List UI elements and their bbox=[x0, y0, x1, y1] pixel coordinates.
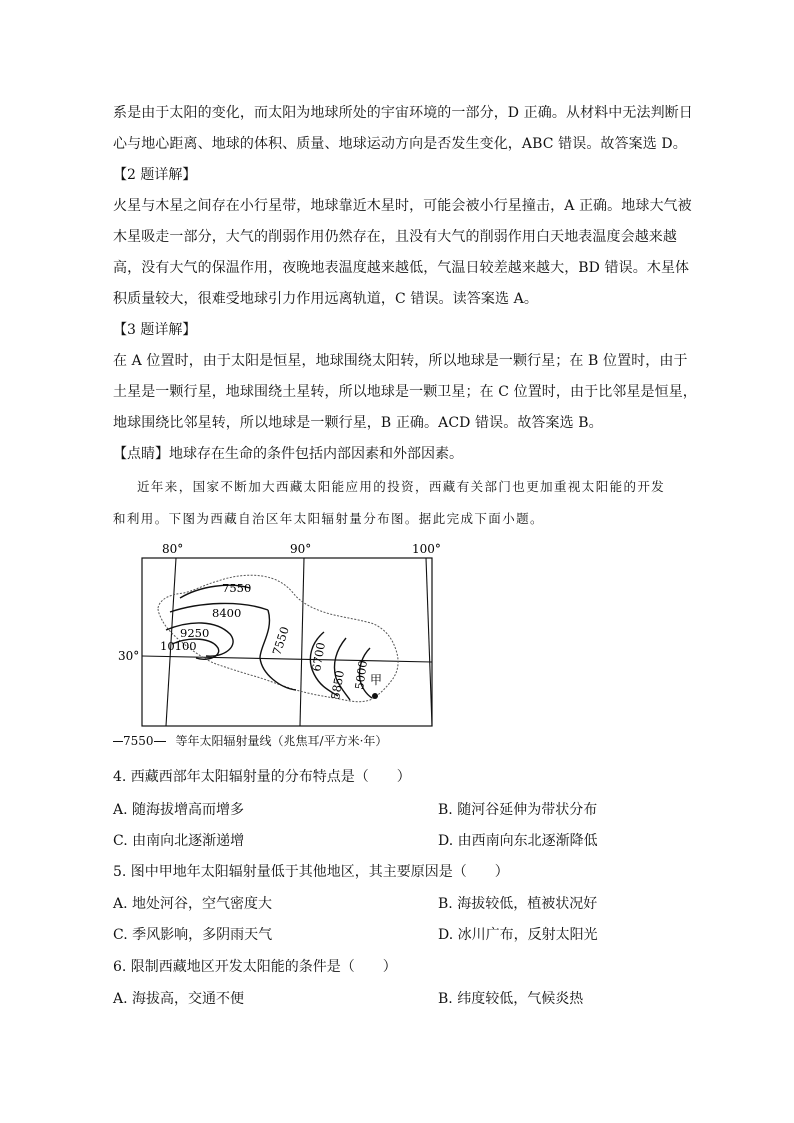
text-line: 积质量较大，很难受地球引力作用远离轨道，C 错误。读答案选 A。 bbox=[113, 291, 538, 307]
meridian-90 bbox=[300, 558, 304, 726]
question-4-option-b[interactable]: B. 随河谷延伸为带状分布 bbox=[438, 802, 598, 818]
question-4-option-d[interactable]: D. 由西南向东北逐渐降低 bbox=[438, 833, 598, 849]
dianjing-note: 【点睛】地球存在生命的条件包括内部因素和外部因素。 bbox=[113, 446, 463, 462]
contour-label: 6700 bbox=[309, 641, 329, 673]
contour-label: 9250 bbox=[180, 626, 210, 640]
meridian-100 bbox=[426, 558, 432, 726]
text-line: 近年来，国家不断加大西藏太阳能应用的投资，西藏有关部门也更加重视太阳能的开发 bbox=[137, 479, 666, 494]
text-line: 火星与木星之间存在小行星带，地球靠近木星时，可能会被小行星撞击，A 正确。地球大气被 bbox=[113, 198, 692, 214]
answer-paragraph-3 bbox=[113, 346, 697, 439]
text-line: 系是由于太阳的变化，而太阳为地球所处的宇宙环境的一部分，D 正确。从材料中无法判断日 bbox=[113, 105, 693, 121]
contour-label: 7550 bbox=[222, 581, 252, 595]
answer-paragraph-2 bbox=[113, 191, 692, 315]
question-4-stem: 4. 西藏西部年太阳辐射量的分布特点是（ ） bbox=[113, 769, 411, 785]
text-line: 木星吸走一部分，大气的削弱作用仍然存在，且没有大气的削弱作用白天地表温度会越来越 bbox=[113, 229, 677, 245]
tibet-solar-radiation-map bbox=[110, 538, 450, 733]
lon-label-100: 100° bbox=[412, 542, 441, 556]
contour-label: 5000 bbox=[352, 659, 371, 691]
material-paragraph bbox=[113, 471, 688, 535]
text-line: 土星是一颗行星，地球围绕土星转，所以地球是一颗卫星；在 C 位置时，由于比邻星是恒星， bbox=[113, 384, 697, 400]
question-6-option-b[interactable]: B. 纬度较低，气候炎热 bbox=[438, 991, 584, 1007]
question-6-option-a[interactable]: A. 海拔高，交通不便 bbox=[113, 991, 245, 1007]
legend-text: 等年太阳辐射量线（兆焦耳/平方米·年） bbox=[175, 734, 388, 748]
question-4-option-a[interactable]: A. 随海拔增高而增多 bbox=[113, 802, 245, 818]
text-line: 在 A 位置时，由于太阳是恒星，地球围绕太阳转，所以地球是一颗行星；在 B 位置时，由于 bbox=[113, 353, 688, 369]
lon-label-90: 90° bbox=[290, 542, 312, 556]
question-5-option-d[interactable]: D. 冰川广布，反射太阳光 bbox=[438, 927, 598, 943]
text-line: 高，没有大气的保温作用，夜晚地表温度越来越低，气温日较差越来越大，BD 错误。木星体 bbox=[113, 260, 690, 276]
lon-label-80: 80° bbox=[162, 542, 184, 556]
place-dot-jia bbox=[372, 693, 378, 699]
answer-paragraph-1 bbox=[113, 98, 693, 160]
contour-label: 7550 bbox=[269, 624, 292, 657]
question-5-option-a[interactable]: A. 地处河谷，空气密度大 bbox=[113, 896, 273, 912]
question-6-stem: 6. 限制西藏地区开发太阳能的条件是（ ） bbox=[113, 959, 397, 975]
contour-label: 8400 bbox=[212, 606, 242, 620]
legend-line-icon bbox=[154, 741, 166, 742]
contour-label: 10100 bbox=[160, 639, 197, 653]
contour-label: 5850 bbox=[328, 669, 348, 701]
lat-label-30: 30° bbox=[118, 649, 140, 663]
section-heading-2: 【2 题详解】 bbox=[113, 167, 197, 183]
question-5-option-b[interactable]: B. 海拔较低，植被状况好 bbox=[438, 896, 598, 912]
section-heading-3: 【3 题详解】 bbox=[113, 322, 197, 338]
legend-line-icon bbox=[113, 741, 123, 742]
question-5-stem: 5. 图中甲地年太阳辐射量低于其他地区，其主要原因是（ ） bbox=[113, 864, 509, 880]
text-line: 心与地心距离、地球的体积、质量、地球运动方向是否发生变化，ABC 错误。故答案选 D。 bbox=[113, 136, 687, 152]
text-line: 地球围绕比邻星转，所以地球是一颗行星，B 正确。ACD 错误。故答案选 B。 bbox=[113, 415, 603, 431]
map-legend bbox=[113, 732, 387, 749]
place-label-jia: 甲 bbox=[370, 673, 383, 687]
text-line: 和利用。下图为西藏自治区年太阳辐射量分布图。据此完成下面小题。 bbox=[113, 511, 544, 526]
question-4-option-c[interactable]: C. 由南向北逐渐递增 bbox=[113, 833, 245, 849]
question-5-option-c[interactable]: C. 季风影响，多阴雨天气 bbox=[113, 927, 273, 943]
legend-value: 7550 bbox=[123, 734, 154, 748]
parallel-30 bbox=[142, 656, 432, 662]
